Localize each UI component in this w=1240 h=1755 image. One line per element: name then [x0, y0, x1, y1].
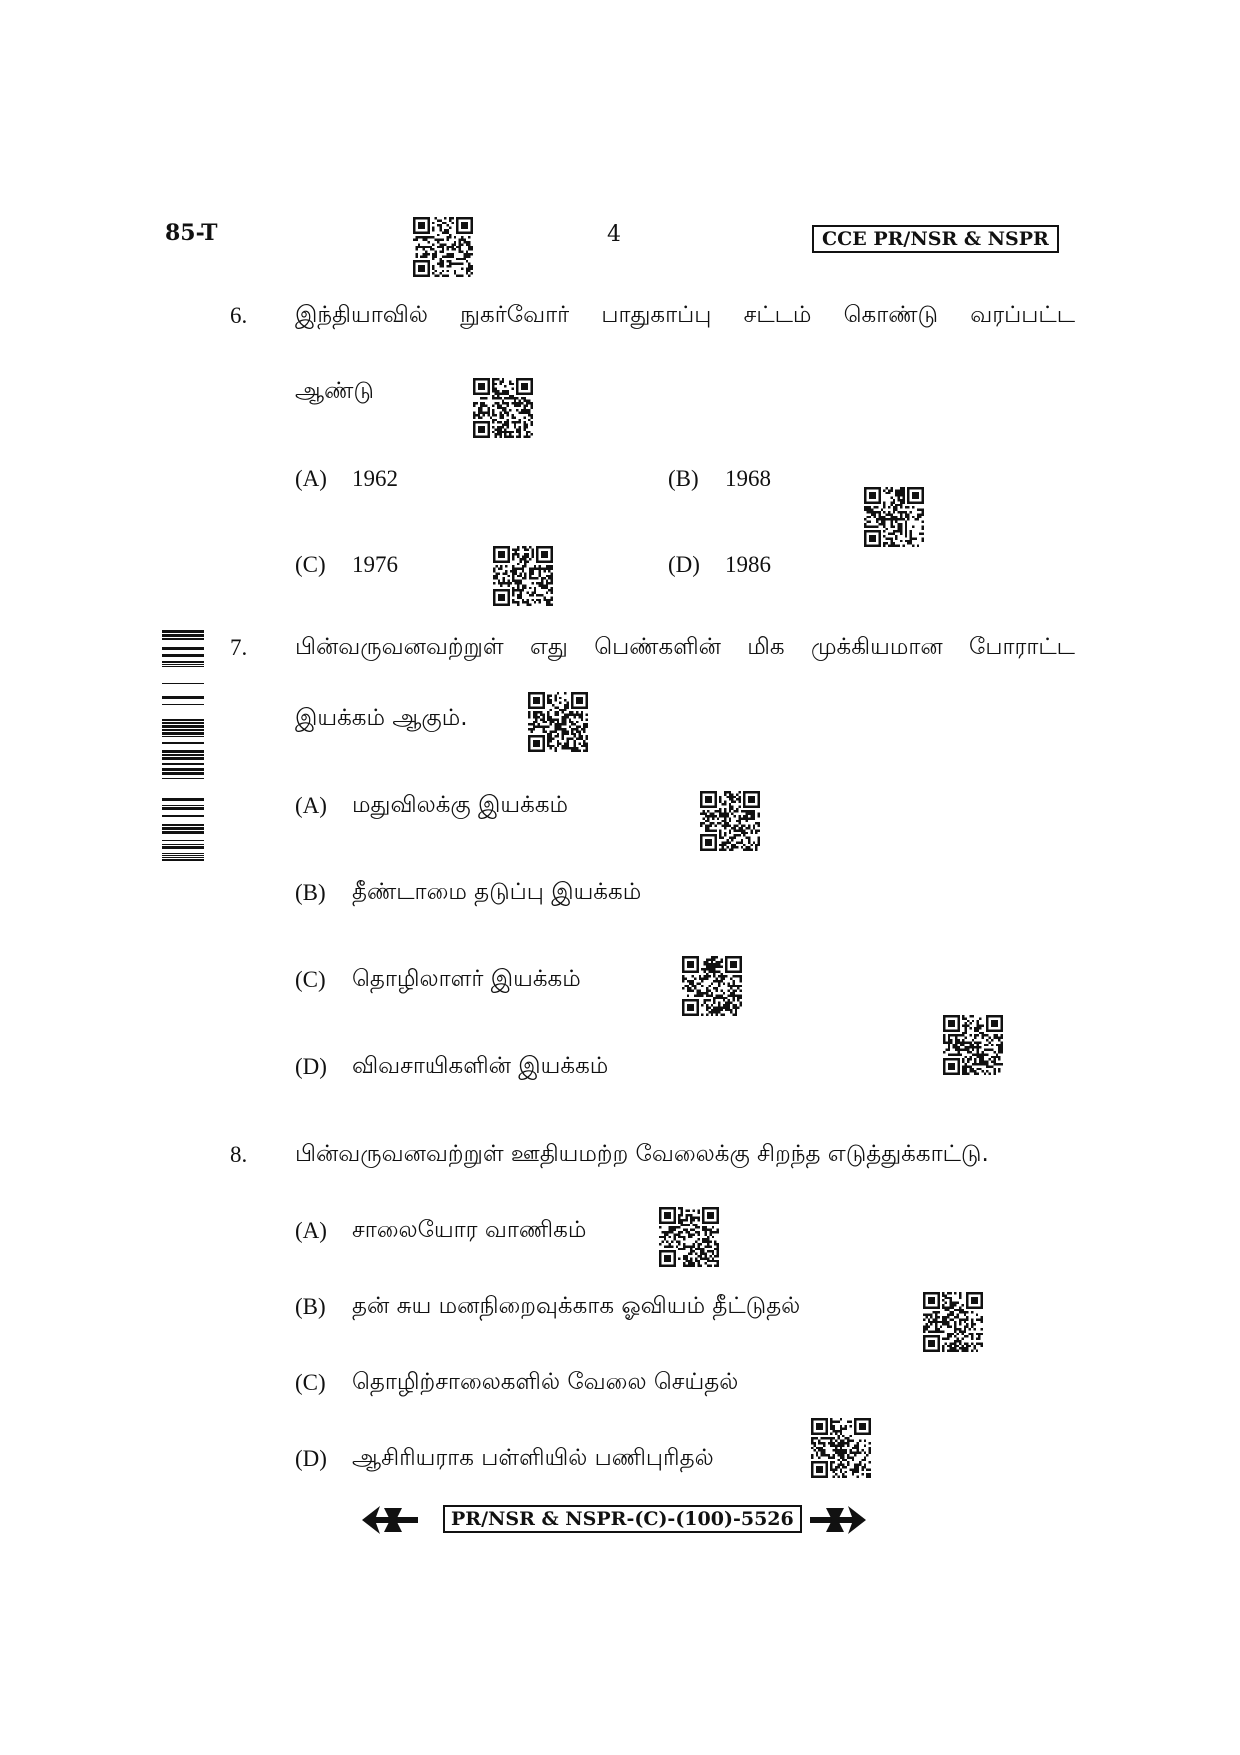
footer-code: PR/NSR & NSPR-(C)-(100)-5526 — [443, 1505, 802, 1533]
qr-code-icon — [473, 378, 533, 438]
q7-option-c-label: (C) — [295, 967, 326, 992]
qr-code-icon — [659, 1207, 719, 1267]
qr-code-icon — [528, 692, 588, 752]
qr-code-icon — [923, 1292, 983, 1352]
q8-option-b-text: தன் சுய மனநிறைவுக்காக ஓவியம் தீட்டுதல் — [352, 1293, 801, 1319]
q8-option-d-label: (D) — [295, 1446, 327, 1471]
q6-option-c-label: (C) — [295, 552, 326, 577]
qr-code-icon — [943, 1015, 1003, 1075]
page-number: 4 — [607, 222, 621, 247]
question-7-text-line2: இயக்கம் ஆகும். — [295, 705, 468, 731]
qr-code-icon — [682, 956, 742, 1016]
question-8-text: பின்வருவனவற்றுள் ஊதியமற்ற வேலைக்கு சிறந்த எடுத்துக்காட்டு. — [295, 1141, 989, 1167]
question-8-number: 8. — [230, 1142, 248, 1167]
qr-code-icon — [811, 1418, 871, 1478]
q6-option-b-text: 1968 — [725, 466, 771, 491]
arrow-left-icon[interactable] — [362, 1504, 418, 1536]
q7-option-a-text: மதுவிலக்கு இயக்கம் — [352, 792, 569, 818]
barcode-icon — [162, 630, 204, 862]
q8-option-d-text: ஆசிரியராக பள்ளியில் பணிபுரிதல் — [352, 1445, 714, 1471]
q7-option-b-label: (B) — [295, 880, 326, 905]
q6-option-d-label: (D) — [668, 552, 700, 577]
q6-option-c-text: 1976 — [352, 552, 398, 577]
qr-code-icon — [413, 217, 473, 277]
q8-option-a-label: (A) — [295, 1218, 327, 1243]
exam-title: CCE PR/NSR & NSPR — [812, 225, 1059, 253]
q6-option-a-text: 1962 — [352, 466, 398, 491]
q8-option-c-text: தொழிற்சாலைகளில் வேலை செய்தல் — [352, 1369, 739, 1395]
q7-option-c-text: தொழிலாளர் இயக்கம் — [352, 966, 581, 992]
q6-option-a-label: (A) — [295, 466, 327, 491]
q7-option-b-text: தீண்டாமை தடுப்பு இயக்கம் — [352, 879, 642, 905]
qr-code-icon — [493, 546, 553, 606]
q8-option-c-label: (C) — [295, 1370, 326, 1395]
q7-option-a-label: (A) — [295, 793, 327, 818]
question-6-text-line1: இந்தியாவில் நுகர்வோர் பாதுகாப்பு சட்டம் கொண்டு வரப்பட்ட — [295, 302, 1075, 328]
q7-option-d-label: (D) — [295, 1054, 327, 1079]
question-6-text-line2: ஆண்டு — [295, 378, 374, 404]
q8-option-a-text: சாலையோர வாணிகம் — [352, 1217, 587, 1243]
qr-code-icon — [864, 487, 924, 547]
q6-option-b-label: (B) — [668, 466, 699, 491]
paper-code: 85-T — [165, 220, 218, 246]
q8-option-b-label: (B) — [295, 1294, 326, 1319]
question-7-number: 7. — [230, 635, 248, 660]
arrow-right-icon[interactable] — [810, 1504, 866, 1536]
q6-option-d-text: 1986 — [725, 552, 771, 577]
q7-option-d-text: விவசாயிகளின் இயக்கம் — [352, 1053, 609, 1079]
question-6-number: 6. — [230, 303, 248, 328]
qr-code-icon — [700, 791, 760, 851]
question-7-text-line1: பின்வருவனவற்றுள் எது பெண்களின் மிக முக்கியமான போராட்ட — [295, 634, 1075, 660]
